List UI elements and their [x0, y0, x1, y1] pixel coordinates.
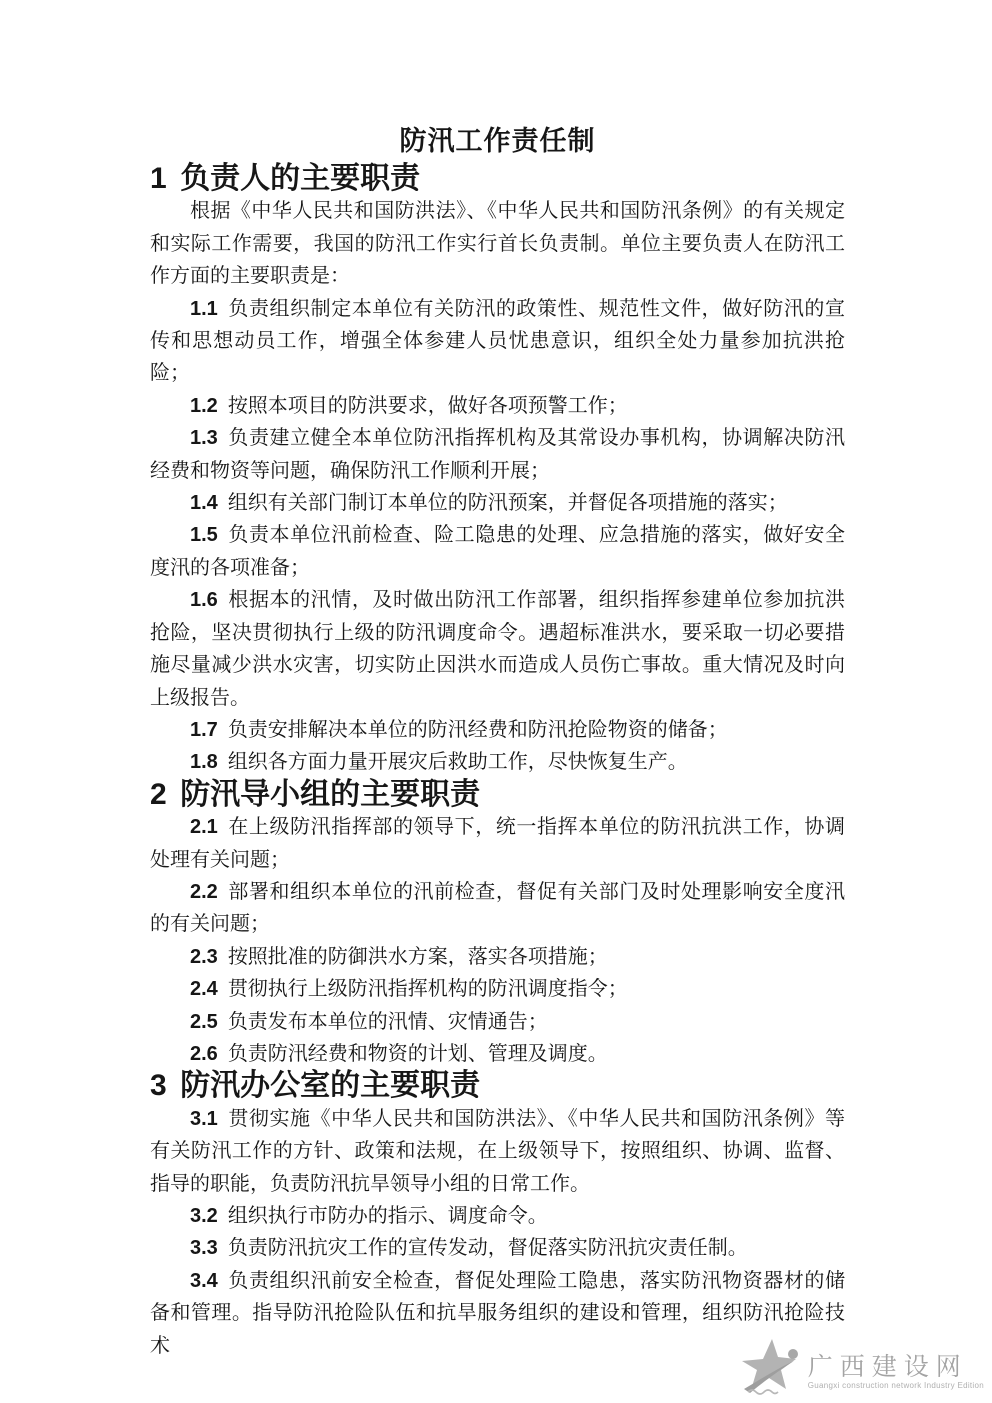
clause-1-1-text: 负责组织制定本单位有关防汛的政策性、规范性文件，做好防汛的宣传和思想动员工作，增强全体参建人员忧患意识，组织全处力量参加抗洪抢险； [150, 297, 845, 385]
clause-2-2-number: 2.2 [190, 880, 218, 903]
section-3-heading [150, 1070, 845, 1102]
clause-3-3-text: 负责防汛抗灾工作的宣传发动，督促落实防汛抗灾责任制。 [227, 1237, 748, 1260]
clause-2-1-text: 在上级防汛指挥部的领导下，统一指挥本单位的防汛抗洪工作，协调处理有关问题； [150, 816, 845, 871]
star-logo-icon [736, 1337, 802, 1397]
watermark-subtitle: Guangxi construction network Industry Edition [807, 1381, 984, 1390]
section-2-title: 防汛导小组的主要职责 [180, 777, 481, 811]
clause-1-5-text: 负责本单位汛前检查、险工隐患的处理、应急措施的落实，做好安全度汛的各项准备； [150, 524, 845, 579]
section-1-title: 负责人的主要职责 [180, 162, 421, 195]
clause-1-7-text: 负责安排解决本单位的防汛经费和防汛抢险物资的储备； [227, 718, 728, 741]
clause-2-1 [150, 811, 845, 876]
clause-2-6-text: 负责防汛经费和物资的计划、管理及调度。 [227, 1042, 608, 1065]
document-title: 防汛工作责任制 [399, 126, 596, 156]
clause-1-3 [150, 422, 845, 487]
clause-2-3 [150, 941, 845, 973]
clause-2-4 [150, 973, 845, 1005]
clause-1-6 [150, 584, 845, 714]
watermark [736, 1337, 984, 1397]
clause-1-3-text: 负责建立健全本单位防汛指挥机构及其常设办事机构，协调解决防汛经费和物资等问题，确保防汛工作顺利开展； [150, 427, 845, 482]
clause-3-4-number: 3.4 [190, 1269, 218, 1292]
clause-2-1-number: 2.1 [190, 816, 218, 839]
clause-2-6 [150, 1038, 845, 1070]
watermark-title: 广西建设网 [807, 1354, 968, 1381]
clause-1-8 [150, 746, 845, 778]
clause-3-1-number: 3.1 [190, 1107, 218, 1130]
section-2-heading [150, 779, 845, 811]
clause-1-8-text: 组织各方面力量开展灾后救助工作，尽快恢复生产。 [227, 751, 688, 774]
clause-1-5 [150, 519, 845, 584]
section-3-title: 防汛办公室的主要职责 [180, 1069, 481, 1103]
section-3-number: 3 [150, 1069, 167, 1103]
clause-2-4-text: 贯彻执行上级防汛指挥机构的防汛调度指令； [227, 978, 628, 1001]
section-1-number: 1 [150, 162, 167, 195]
clause-2-3-text: 按照批准的防御洪水方案，落实各项措施； [227, 945, 608, 968]
clause-1-2-text: 按照本项目的防洪要求，做好各项预警工作； [227, 394, 628, 417]
clause-2-6-number: 2.6 [190, 1042, 218, 1065]
clause-1-1-number: 1.1 [190, 297, 218, 320]
clause-1-6-number: 1.6 [190, 589, 218, 612]
clause-1-2-number: 1.2 [190, 394, 218, 417]
clause-2-4-number: 2.4 [190, 978, 218, 1001]
clause-3-2 [150, 1200, 845, 1232]
watermark-text [808, 1355, 984, 1397]
clause-2-5 [150, 1006, 845, 1038]
clause-2-2 [150, 876, 845, 941]
clause-3-2-text: 组织执行市防办的指示、调度命令。 [227, 1205, 548, 1227]
clause-3-3-number: 3.3 [190, 1237, 218, 1260]
clause-3-1-text: 贯彻实施《中华人民共和国防洪法》、《中华人民共和国防汛条例》等有关防汛工作的方针、政策和法规，在上级领导下，按照组织、协调、监督、指导的职能，负责防汛抗旱领导小组的日常工作。 [150, 1107, 845, 1195]
clause-2-5-number: 2.5 [190, 1010, 218, 1033]
document-content [150, 119, 845, 1362]
clause-3-4-text: 负责组织汛前安全检查，督促处理险工隐患，落实防汛物资器材的储备和管理。指导防汛抢险队伍和抗旱服务组织的建设和管理，组织防汛抢险技术 [150, 1269, 845, 1357]
clause-1-7-number: 1.7 [190, 718, 218, 741]
section-1-heading [150, 163, 845, 195]
clause-2-3-number: 2.3 [190, 945, 218, 968]
clause-1-2 [150, 390, 845, 422]
clause-1-1 [150, 293, 845, 390]
clause-3-2-number: 3.2 [190, 1205, 218, 1227]
clause-3-3 [150, 1232, 845, 1264]
clause-3-1 [150, 1103, 845, 1200]
section-1-intro: 根据《中华人民共和国防洪法》、《中华人民共和国防汛条例》的有关规定和实际工作需要，我国的防汛工作实行首长负责制。单位主要负责人在防汛工作方面的主要职责是： [150, 200, 845, 288]
clause-2-5-text: 负责发布本单位的汛情、灾情通告； [227, 1010, 548, 1033]
clause-1-3-number: 1.3 [190, 427, 218, 450]
clause-1-4 [150, 487, 845, 519]
clause-1-4-text: 组织有关部门制订本单位的防汛预案，并督促各项措施的落实； [227, 492, 788, 515]
clause-1-4-number: 1.4 [190, 492, 218, 515]
section-2-number: 2 [150, 777, 167, 811]
clause-1-5-number: 1.5 [190, 524, 218, 547]
clause-1-6-text: 根据本的汛情，及时做出防汛工作部署，组织指挥参建单位参加抗洪抢险，坚决贯彻执行上级的防汛调度命令。遇超标准洪水，要采取一切必要措施尽量减少洪水灾害，切实防止因洪水而造成人员伤亡事故。重大情况及时向上级报告。 [150, 589, 845, 709]
clause-1-7 [150, 714, 845, 746]
clause-1-8-number: 1.8 [190, 751, 218, 774]
clause-2-2-text: 部署和组织本单位的汛前检查，督促有关部门及时处理影响安全度汛的有关问题； [150, 880, 845, 936]
